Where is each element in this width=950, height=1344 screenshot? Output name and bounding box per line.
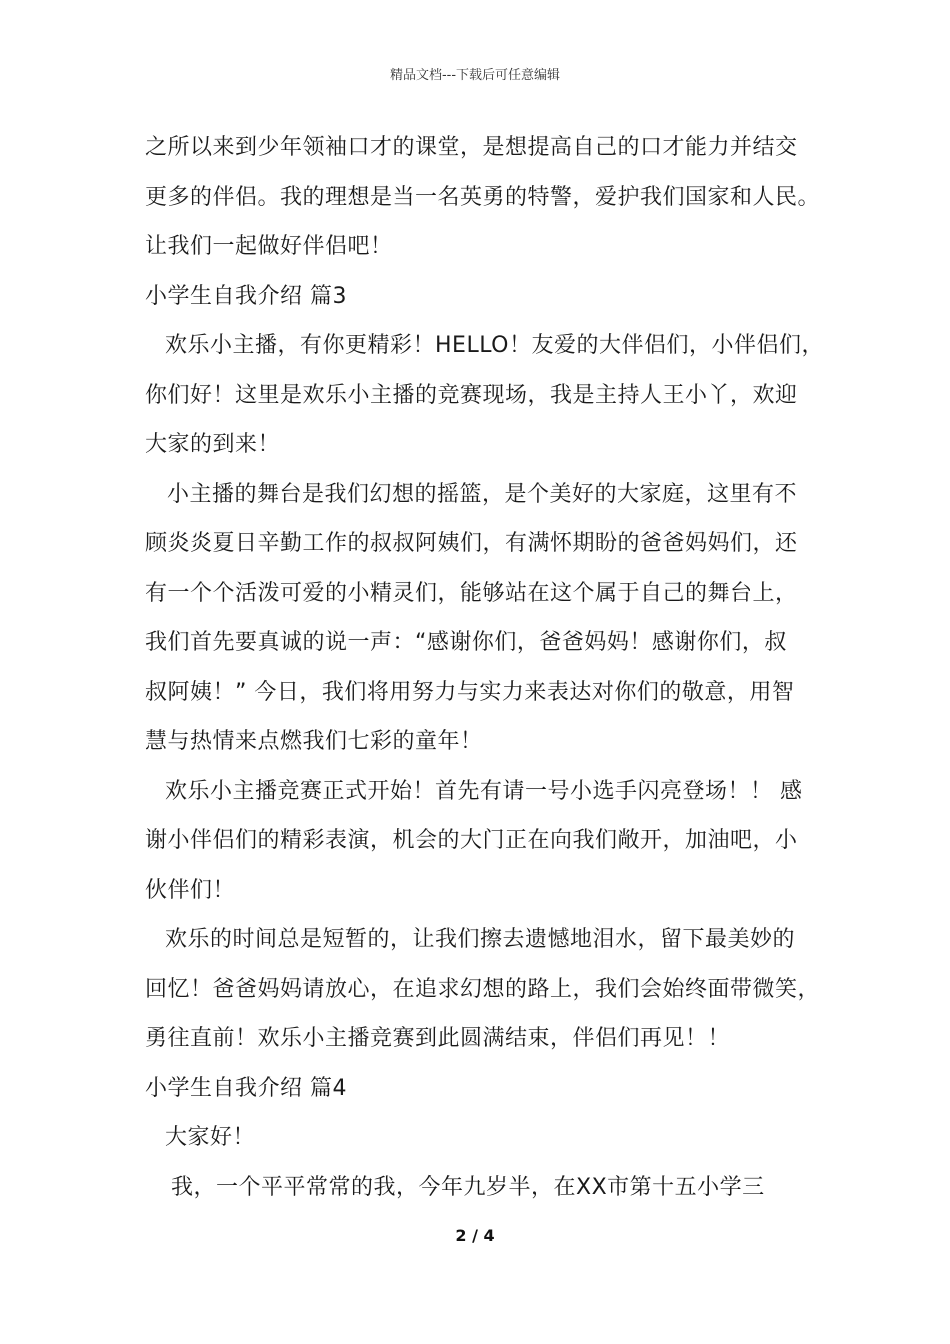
paragraph-line: 我们首先要真诚的说一声：“感谢你们，爸爸妈妈！感谢你们，叔 — [145, 630, 787, 655]
section-heading-4: 小学生自我介绍 篇4 — [145, 1075, 347, 1101]
paragraph-line: 大家的到来！ — [145, 432, 281, 457]
paragraph-line: 欢乐的时间总是短暂的，让我们擦去遗憾地泪水，留下最美妙的 — [165, 927, 796, 952]
paragraph-line: 叔阿姨！” 今日，我们将用努力与实力来表达对你们的敬意，用智 — [145, 679, 795, 705]
paragraph-line: 慧与热情来点燃我们七彩的童年！ — [145, 729, 483, 754]
paragraph-line: 勇往直前！欢乐小主播竞赛到此圆满结束，伴侣们再见！！ — [145, 1026, 731, 1051]
paragraph-line: 之所以来到少年领袖口才的课堂，是想提高自己的口才能力并结交 — [145, 135, 798, 160]
paragraph-line: 伙伴们！ — [145, 877, 236, 903]
paragraph-line: 顾炎炎夏日辛勤工作的叔叔阿姨们，有满怀期盼的爸爸妈妈们，还 — [145, 531, 798, 556]
paragraph-line: 欢乐小主播竞赛正式开始！首先有请一号小选手闪亮登场！！ 感 — [165, 778, 803, 804]
greeting-line: 大家好！ — [165, 1125, 256, 1150]
paragraph-line: 欢乐小主播，有你更精彩！HELLO！友爱的大伴侣们，小伴侣们， — [165, 333, 824, 358]
paragraph-line: 更多的伴侣。我的理想是当一名英勇的特警，爱护我们国家和人民。 — [145, 184, 821, 210]
page-number: 2 / 4 — [455, 1226, 495, 1245]
paragraph-line: 谢小伴侣们的精彩表演，机会的大门正在向我们敞开，加油吧，小 — [145, 828, 798, 853]
paragraph-line: 你们好！这里是欢乐小主播的竞赛现场，我是主持人王小丫，欢迎 — [145, 382, 798, 408]
section-heading-3: 小学生自我介绍 篇3 — [145, 283, 347, 309]
paragraph-line: 回忆！爸爸妈妈请放心，在追求幻想的路上，我们会始终面带微笑， — [145, 976, 821, 1002]
paragraph-line: 我，一个平平常常的我，今年九岁半，在XX市第十五小学三 — [171, 1174, 765, 1200]
paragraph-line: 让我们一起做好伴侣吧！ — [145, 234, 393, 259]
paragraph-line: 有一个个活泼可爱的小精灵们，能够站在这个属于自己的舞台上， — [145, 580, 798, 606]
paragraph-line: 小主播的舞台是我们幻想的摇篮，是个美好的大家庭，这里有不 — [167, 481, 798, 507]
page-header: 精品文档---下载后可任意编辑 — [389, 68, 561, 83]
document-body — [145, 128, 835, 1217]
